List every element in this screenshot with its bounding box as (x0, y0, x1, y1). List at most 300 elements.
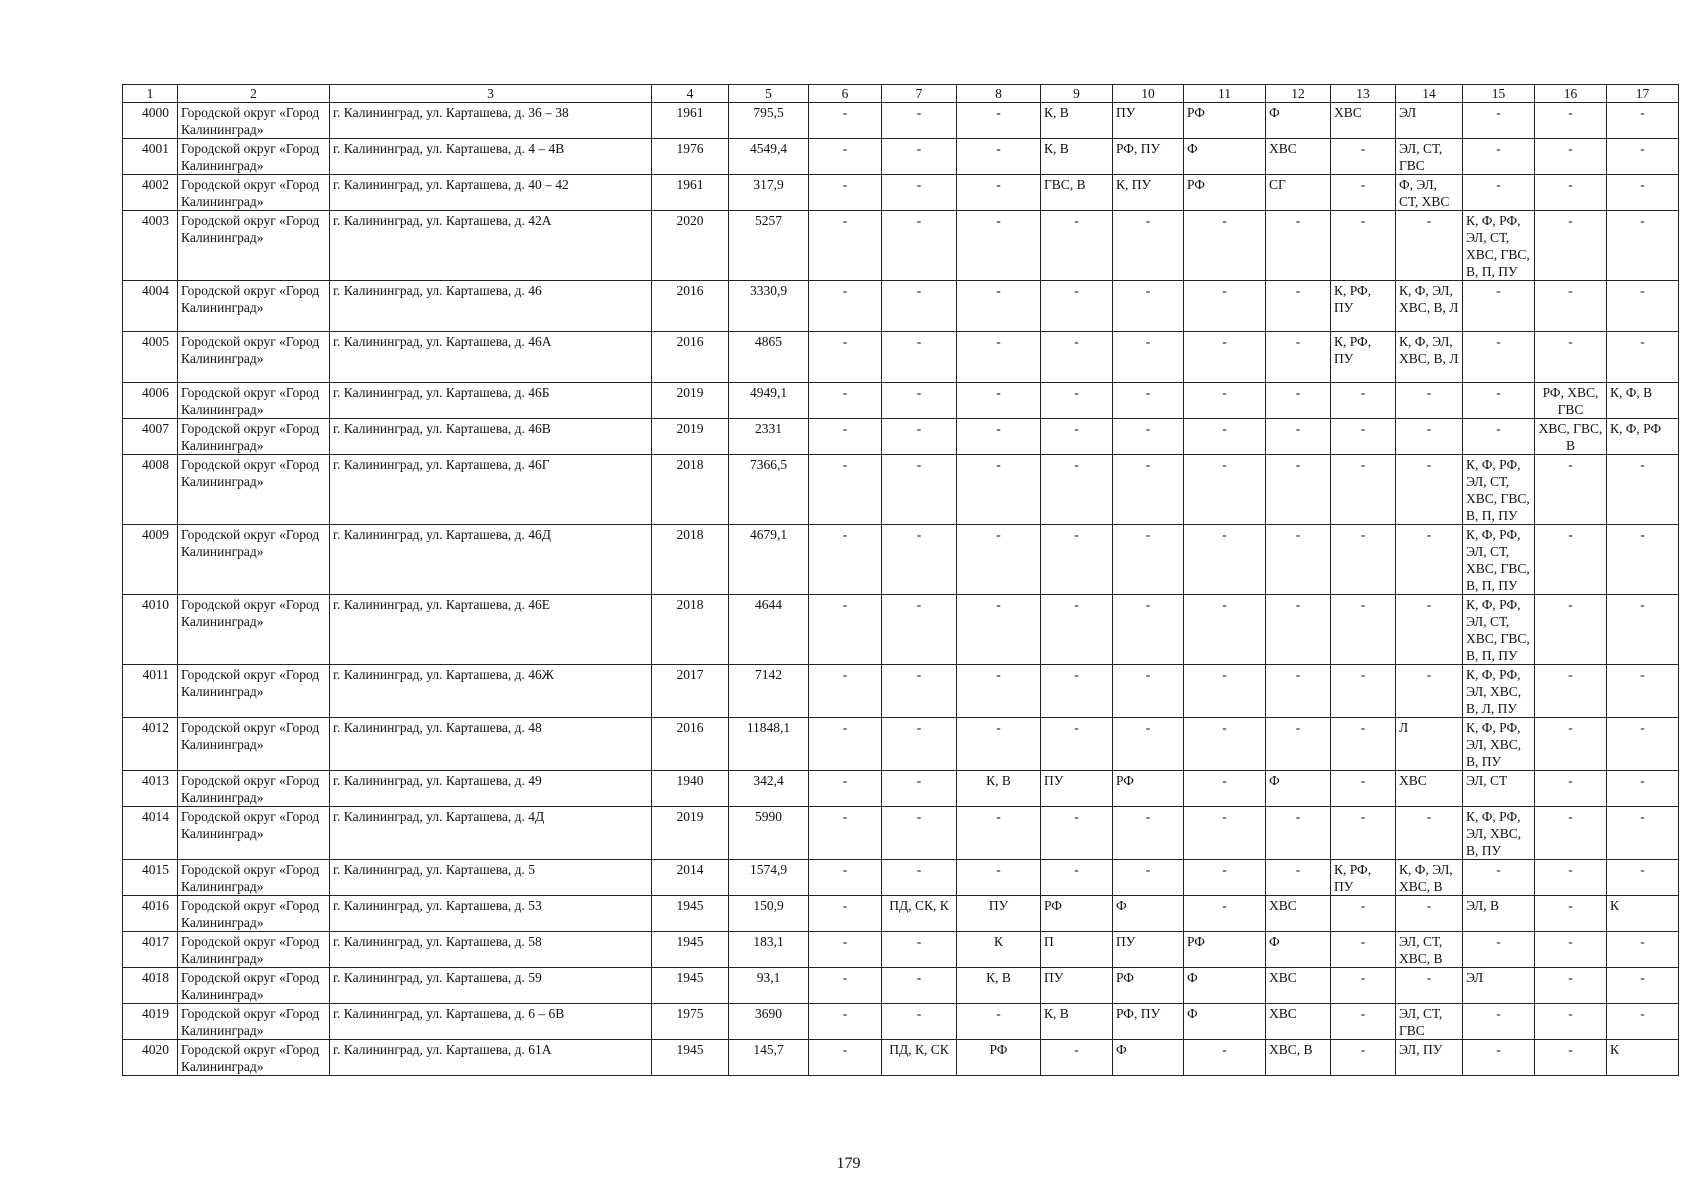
table-row (123, 1040, 1679, 1076)
table-cell: - (1535, 332, 1607, 383)
table-cell: - (882, 419, 957, 455)
table-cell: К, Ф, ЭЛ, ХВС, В (1396, 860, 1463, 896)
table-cell: Ф (1266, 932, 1331, 968)
table-cell: - (1184, 455, 1266, 525)
table-cell: РФ (1113, 771, 1184, 807)
table-cell: ХВС (1266, 968, 1331, 1004)
table-cell: - (1331, 525, 1396, 595)
table-cell: 1961 (652, 103, 729, 139)
table-cell: - (882, 139, 957, 175)
table-cell: Городской округ «Город Калининград» (178, 383, 330, 419)
table-cell: ЭЛ, В (1463, 896, 1535, 932)
column-number-header: 13 (1331, 85, 1396, 103)
table-cell: - (957, 718, 1041, 771)
table-cell: - (1396, 525, 1463, 595)
table-cell: - (1266, 595, 1331, 665)
table-cell: - (1463, 332, 1535, 383)
table-cell: ПД, К, СК (882, 1040, 957, 1076)
table-cell: 4020 (123, 1040, 178, 1076)
table-cell: 7366,5 (729, 455, 809, 525)
table-row (123, 383, 1679, 419)
table-cell: - (1184, 718, 1266, 771)
table-cell: РФ (1184, 175, 1266, 211)
table-cell: г. Калининград, ул. Карташева, д. 61А (330, 1040, 652, 1076)
table-cell: 4007 (123, 419, 178, 455)
table-cell: Ф (1184, 139, 1266, 175)
table-cell: - (809, 281, 882, 332)
table-cell: - (1184, 211, 1266, 281)
table-cell: г. Калининград, ул. Карташева, д. 46Г (330, 455, 652, 525)
table-cell: 3330,9 (729, 281, 809, 332)
table-cell: - (809, 103, 882, 139)
table-cell: РФ (1113, 968, 1184, 1004)
table-cell: 4009 (123, 525, 178, 595)
table-cell: г. Калининград, ул. Карташева, д. 46Д (330, 525, 652, 595)
table-cell: - (1113, 383, 1184, 419)
table-cell: - (1041, 383, 1113, 419)
table-cell: ЭЛ, СТ, ГВС (1396, 1004, 1463, 1040)
table-cell: - (1184, 665, 1266, 718)
table-cell: - (882, 281, 957, 332)
table-cell: ХВС, В (1266, 1040, 1331, 1076)
table-cell: Городской округ «Город Калининград» (178, 968, 330, 1004)
table-cell: - (1463, 860, 1535, 896)
table-cell: - (1463, 419, 1535, 455)
table-cell: - (1607, 595, 1679, 665)
table-cell: - (1184, 525, 1266, 595)
table-cell: 4016 (123, 896, 178, 932)
table-cell: - (1266, 718, 1331, 771)
table-cell: ХВС (1266, 1004, 1331, 1040)
table-cell: - (1113, 525, 1184, 595)
table-cell: К, В (1041, 139, 1113, 175)
table-cell: г. Калининград, ул. Карташева, д. 53 (330, 896, 652, 932)
table-cell: - (1607, 932, 1679, 968)
table-cell: - (1041, 1040, 1113, 1076)
table-row (123, 896, 1679, 932)
table-cell: 4018 (123, 968, 178, 1004)
table-cell: - (1535, 103, 1607, 139)
table-cell: - (1535, 896, 1607, 932)
table-cell: - (809, 175, 882, 211)
table-cell: - (1113, 807, 1184, 860)
table-cell: - (809, 771, 882, 807)
table-cell: П (1041, 932, 1113, 968)
table-cell: - (809, 525, 882, 595)
table-cell: К, В (1041, 1004, 1113, 1040)
table-cell: Ф (1113, 896, 1184, 932)
table-cell: К, Ф, РФ, ЭЛ, ХВС, В, ПУ (1463, 807, 1535, 860)
table-cell: - (1331, 383, 1396, 419)
table-cell: - (1607, 175, 1679, 211)
table-cell: - (1607, 211, 1679, 281)
table-cell: - (882, 455, 957, 525)
table-cell: 4949,1 (729, 383, 809, 419)
table-cell: - (1184, 595, 1266, 665)
table-cell: ЭЛ, СТ, ГВС (1396, 139, 1463, 175)
table-cell: 4000 (123, 103, 178, 139)
table-cell: ХВС, ГВС, В (1535, 419, 1607, 455)
table-cell: - (1463, 932, 1535, 968)
table-cell: - (1113, 455, 1184, 525)
table-cell: - (1535, 860, 1607, 896)
table-cell: - (1113, 419, 1184, 455)
table-cell: Ф (1184, 1004, 1266, 1040)
table-cell: - (1607, 771, 1679, 807)
table-cell: - (1331, 896, 1396, 932)
table-cell: - (809, 455, 882, 525)
table-cell: - (1396, 383, 1463, 419)
table-cell: ХВС (1266, 139, 1331, 175)
table-cell: - (1041, 665, 1113, 718)
table-row (123, 771, 1679, 807)
table-cell: 1940 (652, 771, 729, 807)
table-cell: - (1535, 718, 1607, 771)
table-cell: - (1184, 896, 1266, 932)
table-cell: К, В (1041, 103, 1113, 139)
table-cell: 2019 (652, 419, 729, 455)
table-cell: - (1041, 718, 1113, 771)
column-number-header: 3 (330, 85, 652, 103)
table-cell: - (882, 932, 957, 968)
table-cell: - (1331, 932, 1396, 968)
table-cell: Городской округ «Город Калининград» (178, 455, 330, 525)
table-cell: 5990 (729, 807, 809, 860)
table-cell: - (1113, 332, 1184, 383)
table-cell: - (1184, 771, 1266, 807)
table-cell: К, Ф, РФ, ЭЛ, ХВС, В, Л, ПУ (1463, 665, 1535, 718)
table-cell: Городской округ «Город Калининград» (178, 139, 330, 175)
table-cell: - (1607, 968, 1679, 1004)
table-cell: - (1331, 968, 1396, 1004)
table-cell: - (1331, 771, 1396, 807)
table-cell: ПУ (1041, 968, 1113, 1004)
table-cell: 4001 (123, 139, 178, 175)
table-cell: - (1331, 595, 1396, 665)
table-cell: г. Калининград, ул. Карташева, д. 4 – 4В (330, 139, 652, 175)
table-cell: 4015 (123, 860, 178, 896)
table-cell: - (1463, 1040, 1535, 1076)
table-cell: К, РФ, ПУ (1331, 860, 1396, 896)
table-cell: 4013 (123, 771, 178, 807)
table-cell: - (1041, 807, 1113, 860)
table-cell: - (1266, 860, 1331, 896)
register-table (122, 84, 1679, 1076)
table-cell: - (1463, 139, 1535, 175)
table-cell: 183,1 (729, 932, 809, 968)
table-cell: 317,9 (729, 175, 809, 211)
table-cell: ХВС (1266, 896, 1331, 932)
table-cell: РФ (1184, 932, 1266, 968)
column-number-header: 16 (1535, 85, 1607, 103)
column-number-header: 14 (1396, 85, 1463, 103)
table-cell: - (1041, 281, 1113, 332)
table-cell: Городской округ «Город Калининград» (178, 896, 330, 932)
table-cell: 4008 (123, 455, 178, 525)
table-cell: 2017 (652, 665, 729, 718)
table-cell: - (1607, 332, 1679, 383)
column-number-header: 11 (1184, 85, 1266, 103)
table-cell: К (1607, 1040, 1679, 1076)
table-cell: - (1607, 139, 1679, 175)
table-cell: 4679,1 (729, 525, 809, 595)
table-cell: Ф, ЭЛ, СТ, ХВС (1396, 175, 1463, 211)
table-cell: - (1535, 281, 1607, 332)
table-cell: 2019 (652, 807, 729, 860)
table-cell: К, РФ, ПУ (1331, 332, 1396, 383)
table-cell: 2018 (652, 595, 729, 665)
table-cell: - (1607, 525, 1679, 595)
table-cell: г. Калининград, ул. Карташева, д. 46Е (330, 595, 652, 665)
table-cell: К, РФ, ПУ (1331, 281, 1396, 332)
register-table-container (122, 84, 1678, 1076)
table-cell: г. Калининград, ул. Карташева, д. 59 (330, 968, 652, 1004)
table-cell: К, Ф, РФ, ЭЛ, СТ, ХВС, ГВС, В, П, ПУ (1463, 455, 1535, 525)
table-cell: - (809, 896, 882, 932)
table-cell: г. Калининград, ул. Карташева, д. 46А (330, 332, 652, 383)
table-cell: 4019 (123, 1004, 178, 1040)
table-cell: - (1041, 211, 1113, 281)
table-cell: - (882, 595, 957, 665)
table-cell: - (882, 860, 957, 896)
column-number-header: 4 (652, 85, 729, 103)
table-cell: г. Калининград, ул. Карташева, д. 40 – 42 (330, 175, 652, 211)
table-cell: Ф (1266, 103, 1331, 139)
table-cell: - (1266, 383, 1331, 419)
table-cell: 2020 (652, 211, 729, 281)
table-cell: РФ, ХВС, ГВС (1535, 383, 1607, 419)
table-cell: - (1396, 455, 1463, 525)
table-cell: - (1041, 525, 1113, 595)
table-cell: - (809, 1040, 882, 1076)
table-cell: - (809, 968, 882, 1004)
table-cell: - (1535, 665, 1607, 718)
table-cell: - (1463, 281, 1535, 332)
table-cell: Ф (1266, 771, 1331, 807)
table-cell: - (1607, 665, 1679, 718)
table-row (123, 807, 1679, 860)
table-cell: - (809, 211, 882, 281)
table-cell: 2018 (652, 455, 729, 525)
table-cell: - (957, 595, 1041, 665)
table-cell: - (1331, 455, 1396, 525)
table-cell: 1945 (652, 1040, 729, 1076)
table-cell: Городской округ «Город Калининград» (178, 525, 330, 595)
table-cell: СГ (1266, 175, 1331, 211)
table-cell: - (1184, 807, 1266, 860)
table-cell: - (1331, 419, 1396, 455)
table-cell: - (1396, 807, 1463, 860)
table-cell: Городской округ «Город Калининград» (178, 718, 330, 771)
table-cell: 2019 (652, 383, 729, 419)
column-number-header: 17 (1607, 85, 1679, 103)
table-cell: - (1396, 211, 1463, 281)
table-cell: г. Калининград, ул. Карташева, д. 58 (330, 932, 652, 968)
table-cell: г. Калининград, ул. Карташева, д. 6 – 6В (330, 1004, 652, 1040)
table-cell: 1975 (652, 1004, 729, 1040)
table-cell: 4010 (123, 595, 178, 665)
table-cell: - (957, 211, 1041, 281)
page-number: 179 (836, 1155, 861, 1172)
table-cell: - (809, 383, 882, 419)
table-cell: 4003 (123, 211, 178, 281)
table-cell: - (957, 281, 1041, 332)
column-number-header: 6 (809, 85, 882, 103)
table-cell: - (809, 139, 882, 175)
table-cell: 1976 (652, 139, 729, 175)
table-cell: - (1041, 419, 1113, 455)
table-cell: - (957, 860, 1041, 896)
table-cell: - (1331, 175, 1396, 211)
table-cell: - (1607, 455, 1679, 525)
table-cell: 1945 (652, 896, 729, 932)
table-cell: - (809, 807, 882, 860)
table-cell: г. Калининград, ул. Карташева, д. 36 – 38 (330, 103, 652, 139)
table-cell: - (1184, 383, 1266, 419)
table-cell: - (1184, 860, 1266, 896)
table-cell: 93,1 (729, 968, 809, 1004)
table-cell: - (809, 932, 882, 968)
table-cell: - (1463, 1004, 1535, 1040)
table-cell: - (957, 1004, 1041, 1040)
table-cell: ЭЛ (1463, 968, 1535, 1004)
table-cell: РФ (1041, 896, 1113, 932)
table-cell: РФ (1184, 103, 1266, 139)
table-row (123, 932, 1679, 968)
table-cell: Городской округ «Город Калининград» (178, 1040, 330, 1076)
table-cell: ПУ (1113, 103, 1184, 139)
table-cell: - (1113, 281, 1184, 332)
table-cell: - (1266, 211, 1331, 281)
table-cell: - (1607, 103, 1679, 139)
table-cell: Л (1396, 718, 1463, 771)
table-row (123, 665, 1679, 718)
table-cell: К, Ф, ЭЛ, ХВС, В, Л (1396, 332, 1463, 383)
table-cell: 4644 (729, 595, 809, 665)
table-cell: 4012 (123, 718, 178, 771)
table-cell: - (1607, 281, 1679, 332)
table-cell: 1961 (652, 175, 729, 211)
table-cell: - (957, 419, 1041, 455)
table-row (123, 175, 1679, 211)
table-cell: г. Калининград, ул. Карташева, д. 46В (330, 419, 652, 455)
table-cell: - (882, 211, 957, 281)
table-cell: Ф (1184, 968, 1266, 1004)
table-cell: - (957, 455, 1041, 525)
table-cell: - (1041, 455, 1113, 525)
table-cell: Городской округ «Город Калининград» (178, 175, 330, 211)
table-row (123, 968, 1679, 1004)
table-cell: г. Калининград, ул. Карташева, д. 48 (330, 718, 652, 771)
table-cell: 145,7 (729, 1040, 809, 1076)
table-cell: К, Ф, РФ, ЭЛ, ХВС, В, ПУ (1463, 718, 1535, 771)
table-cell: г. Калининград, ул. Карташева, д. 5 (330, 860, 652, 896)
table-cell: - (1113, 718, 1184, 771)
table-cell: 3690 (729, 1004, 809, 1040)
table-cell: Городской округ «Город Калининград» (178, 419, 330, 455)
table-cell: РФ, ПУ (1113, 139, 1184, 175)
table-cell: - (957, 665, 1041, 718)
table-cell: ХВС (1396, 771, 1463, 807)
table-cell: ПУ (957, 896, 1041, 932)
table-row (123, 455, 1679, 525)
table-cell: - (1396, 896, 1463, 932)
column-number-row (123, 85, 1679, 103)
table-cell: - (1396, 595, 1463, 665)
table-cell: - (882, 1004, 957, 1040)
table-row (123, 595, 1679, 665)
table-cell: 2018 (652, 525, 729, 595)
table-cell: г. Калининград, ул. Карташева, д. 49 (330, 771, 652, 807)
table-cell: Городской округ «Город Калининград» (178, 332, 330, 383)
table-cell: 2014 (652, 860, 729, 896)
table-cell: 1945 (652, 968, 729, 1004)
table-cell: К, Ф, РФ (1607, 419, 1679, 455)
table-cell: - (882, 103, 957, 139)
table-cell: г. Калининград, ул. Карташева, д. 46Б (330, 383, 652, 419)
table-cell: - (1535, 139, 1607, 175)
table-cell: К, Ф, РФ, ЭЛ, СТ, ХВС, ГВС, В, П, ПУ (1463, 525, 1535, 595)
table-cell: - (1266, 807, 1331, 860)
table-cell: 342,4 (729, 771, 809, 807)
table-cell: - (1113, 665, 1184, 718)
column-number-header: 8 (957, 85, 1041, 103)
table-cell: - (1266, 455, 1331, 525)
table-cell: - (1607, 718, 1679, 771)
table-cell: ПД, СК, К (882, 896, 957, 932)
column-number-header: 2 (178, 85, 330, 103)
table-cell: Городской округ «Город Калининград» (178, 771, 330, 807)
table-cell: - (1463, 175, 1535, 211)
table-cell: 4006 (123, 383, 178, 419)
table-row (123, 525, 1679, 595)
table-cell: К (957, 932, 1041, 968)
table-cell: - (1535, 455, 1607, 525)
table-cell: - (1184, 1040, 1266, 1076)
table-cell: 1945 (652, 932, 729, 968)
column-number-header: 15 (1463, 85, 1535, 103)
table-cell: - (1266, 665, 1331, 718)
table-cell: - (1535, 1040, 1607, 1076)
table-cell: 5257 (729, 211, 809, 281)
table-cell: ПУ (1041, 771, 1113, 807)
table-cell: - (1607, 1004, 1679, 1040)
table-cell: 2016 (652, 718, 729, 771)
table-cell: Городской округ «Город Калининград» (178, 1004, 330, 1040)
table-cell: РФ (957, 1040, 1041, 1076)
table-row (123, 281, 1679, 332)
table-cell: 2331 (729, 419, 809, 455)
table-cell: ЭЛ (1396, 103, 1463, 139)
table-cell: ПУ (1113, 932, 1184, 968)
table-cell: - (957, 139, 1041, 175)
table-cell: К, Ф, РФ, ЭЛ, СТ, ХВС, ГВС, В, П, ПУ (1463, 595, 1535, 665)
table-cell: - (882, 332, 957, 383)
table-cell: 2016 (652, 281, 729, 332)
table-cell: - (809, 595, 882, 665)
table-row (123, 103, 1679, 139)
table-cell: - (1535, 211, 1607, 281)
table-cell: Городской округ «Город Калининград» (178, 860, 330, 896)
table-cell: 7142 (729, 665, 809, 718)
table-cell: 150,9 (729, 896, 809, 932)
table-cell: - (1331, 211, 1396, 281)
table-cell: - (1535, 968, 1607, 1004)
table-cell: РФ, ПУ (1113, 1004, 1184, 1040)
table-cell: - (1331, 718, 1396, 771)
column-number-header: 9 (1041, 85, 1113, 103)
table-cell: 4011 (123, 665, 178, 718)
